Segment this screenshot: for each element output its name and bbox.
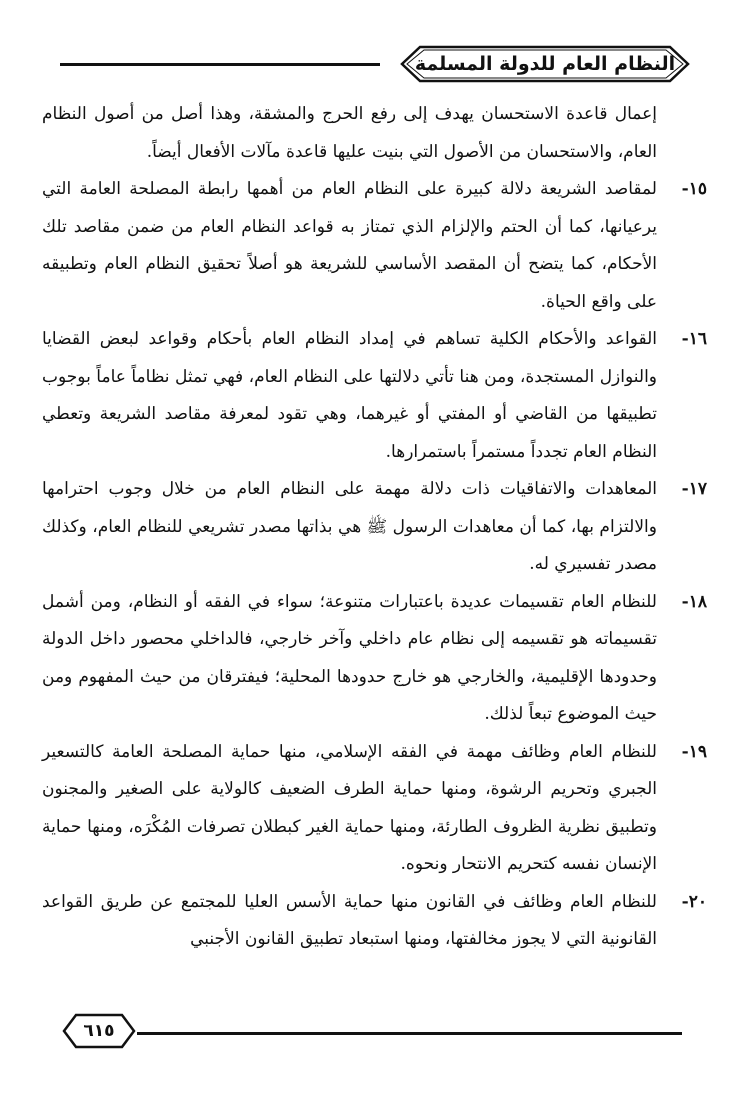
item-text: للنظام العام وظائف في القانون منها حماية الأسس العليا للمجتمع عن طريق القواعد القانونية التي لا يجوز مخالفتها، ومنها استبعاد تطبيق القانون الأجنبي (42, 891, 657, 949)
list-item (42, 471, 707, 584)
list-item (42, 171, 707, 321)
intro-paragraph: إعمال قاعدة الاستحسان يهدف إلى رفع الحرج والمشقة، وهذا أصل من أصول النظام العام، والاستحسان من الأصول التي بنيت عليها قاعدة مآلات الأفعال أيضاً. (42, 104, 657, 162)
list-item (42, 734, 707, 884)
footer-rule (137, 1032, 682, 1035)
list-item (42, 584, 707, 734)
item-text: للنظام العام وظائف مهمة في الفقه الإسلامي، منها حماية المصلحة العامة كالتسعير الجبري وتحريم الرشوة، ومنها حماية الطرف الضعيف كالولاية على الصغير والمجنون وتطبيق نظرية الظروف الطارئة، ومنها حماية الغير كبطلان تصرفات المُكْرَه، ومنها حماية الإنسان نفسه كتحريم الانتحار ونحوه. (42, 741, 657, 874)
page-number: ٦١٥ (83, 1021, 115, 1041)
page-footer (62, 1013, 682, 1049)
item-text: لمقاصد الشريعة دلالة كبيرة على النظام العام من أهمها رابطة المصلحة العامة التي يرعيانها، كما أن الحتم والإلزام الذي تمتاز به قواعد النظام العام من ضمن مقاصد تلك الأحكام، كما يتضح أن المقصد الأساسي للشريعة هو أصلاً تحقيق النظام العام وتطبيقه على واقع الحياة. (42, 179, 657, 312)
item-text: للنظام العام تقسيمات عديدة باعتبارات متنوعة؛ سواء في الفقه أو النظام، ومن أشمل تقسيماته هو تقسيمه إلى نظام عام داخلي وآخر خارجي، فالداخلي محصور داخل الدولة وحدودها الإقليمية، والخارجي هو خارج حدودها المحلية؛ فيفترقان من حيث المفهوم ومن حيث الموضوع تبعاً لذلك. (42, 591, 657, 724)
item-text: القواعد والأحكام الكلية تساهم في إمداد النظام العام بأحكام وقواعد لبعض القضايا والنوازل المستجدة، ومن هنا تأتي دلالتها على النظام العام، فهي تمثل نظاماً عاماً بوجوب تطبيقها من القاضي أو المفتي أو غيرهما، وهي تقود لمعرفة مقاصد الشريعة وتعطي النظام العام تجدداً مستمراً باستمرارها. (42, 329, 657, 462)
item-number: ١٨- (681, 591, 707, 612)
item-number: ١٥- (681, 179, 707, 199)
item-number: ٢٠- (681, 891, 707, 912)
page-number-badge (62, 1013, 136, 1049)
item-number: ١٩- (681, 741, 707, 762)
list-item (42, 884, 707, 959)
header-rule (60, 63, 380, 66)
running-title: النظام العام للدولة المسلمة (414, 53, 676, 75)
list-item (42, 321, 707, 471)
item-number: ١٧- (681, 479, 707, 499)
running-header (60, 40, 690, 90)
header-title-badge (400, 45, 690, 83)
item-number: ١٦- (681, 329, 707, 349)
item-text: المعاهدات والاتفاقيات ذات دلالة مهمة على النظام العام من خلال وجوب احترامها والالتزام بها، كما أن معاهدات الرسول ﷺ هي بذاتها مصدر تشريعي للنظام العام، وكذلك مصدر تفسيري له. (42, 479, 657, 574)
page-body (42, 96, 707, 959)
